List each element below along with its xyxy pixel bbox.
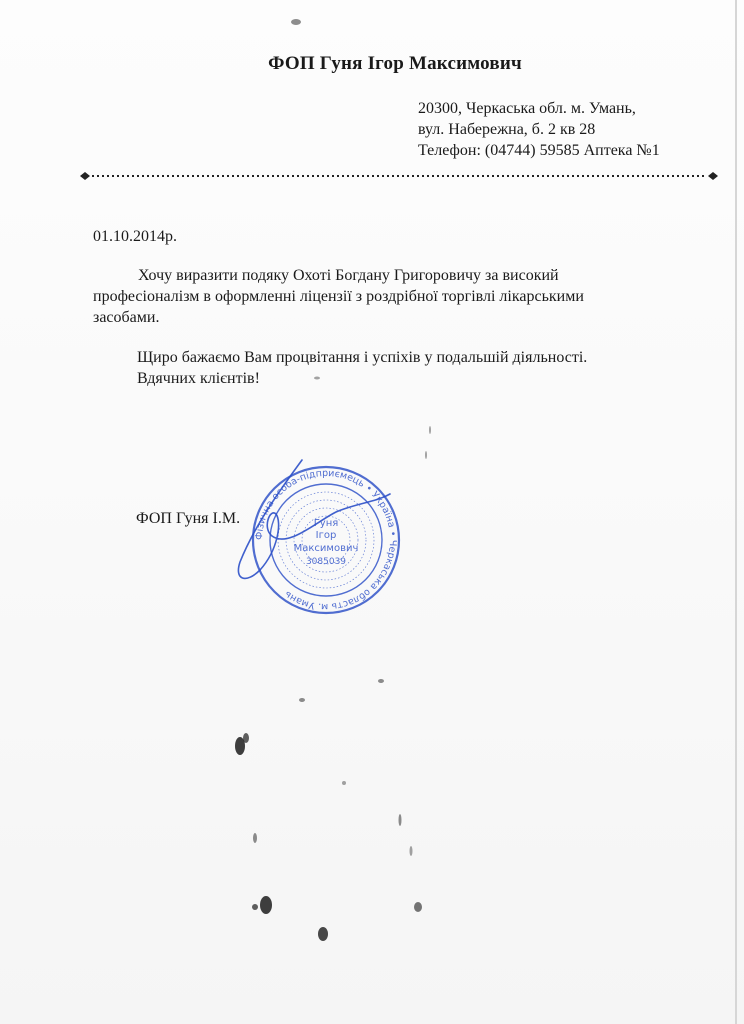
address-line: 20300, Черкаська обл. м. Умань, xyxy=(418,100,636,117)
wishes-paragraph xyxy=(137,347,587,389)
paragraph-line: Вдячних клієнтів! xyxy=(137,370,260,387)
seal-center-line: Максимович xyxy=(293,543,359,554)
paragraph-line: професіоналізм в оформленні ліцензії з роздрібної торгівлі лікарськими xyxy=(93,288,584,305)
letterhead-address xyxy=(418,98,660,161)
round-seal-with-signature xyxy=(226,452,406,622)
letterhead-title: ФОП Гуня Ігор Максимович xyxy=(268,53,522,74)
address-line: вул. Набережна, б. 2 кв 28 xyxy=(418,121,596,138)
paragraph-line: засобами. xyxy=(93,309,160,326)
letter-date: 01.10.2014р. xyxy=(93,228,177,245)
paragraph-line: Хочу виразити подяку Охоті Богдану Григоровичу за високий xyxy=(138,267,559,284)
seal-center-line: Ігор xyxy=(315,530,337,541)
dotted-separator xyxy=(80,171,718,181)
seal-center-line: Гуня xyxy=(313,518,339,529)
address-line: Телефон: (04744) 59585 Аптека №1 xyxy=(418,142,660,159)
svg-text:3085039: 3085039 xyxy=(305,557,347,567)
gratitude-paragraph xyxy=(93,265,653,328)
paragraph-line: Щиро бажаємо Вам процвітання і успіхів у подальшій діяльності. xyxy=(137,349,588,366)
seal-outer-text: Фізична особа-підприємець • Україна • Черкаська область м. Умань xyxy=(253,467,399,613)
signer-name: ФОП Гуня І.М. xyxy=(136,510,241,527)
